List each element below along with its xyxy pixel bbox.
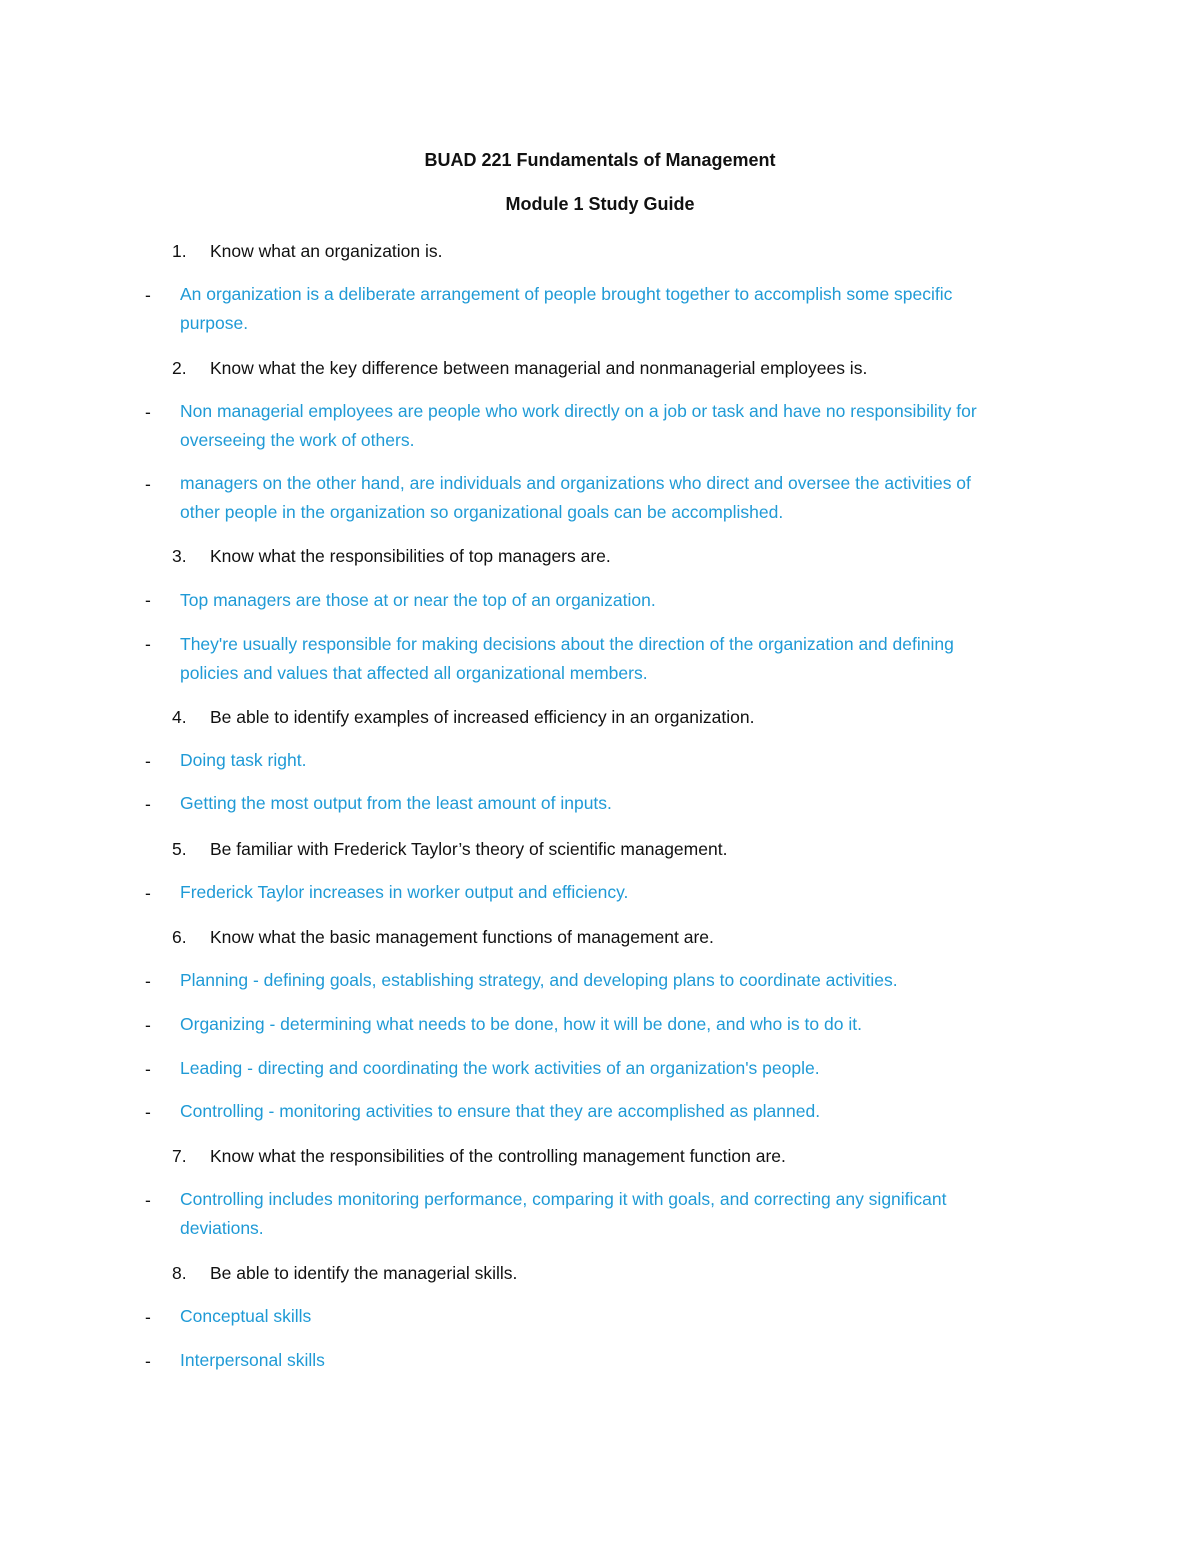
question-text: Know what an organization is. bbox=[210, 241, 443, 261]
document-subtitle: Module 1 Study Guide bbox=[505, 194, 695, 214]
question-text: Be able to identify the managerial skills. bbox=[210, 1263, 518, 1283]
bullet-dash: - bbox=[145, 1351, 151, 1371]
bullet-dash: - bbox=[145, 1190, 151, 1210]
question-text: Be familiar with Frederick Taylor’s theory of scientific management. bbox=[210, 839, 728, 859]
question-text: Be able to identify examples of increased efficiency in an organization. bbox=[210, 707, 755, 727]
bullet-dash: - bbox=[145, 1307, 151, 1327]
bullet-dash: - bbox=[145, 751, 151, 771]
question-number: 5. bbox=[172, 839, 187, 859]
bullet-dash: - bbox=[145, 1059, 151, 1079]
question-number: 8. bbox=[172, 1263, 187, 1283]
bullet-dash: - bbox=[145, 971, 151, 991]
question-number: 6. bbox=[172, 927, 187, 947]
question-number: 1. bbox=[172, 241, 187, 261]
answer-item: An organization is a deliberate arrangement of people brought together to accomplish some specific purpose. bbox=[180, 284, 953, 333]
question-number: 4. bbox=[172, 707, 187, 727]
bullet-dash: - bbox=[145, 474, 151, 494]
bullet-dash: - bbox=[145, 634, 151, 654]
document-title: BUAD 221 Fundamentals of Management bbox=[424, 150, 776, 170]
question-text: Know what the responsibilities of the controlling management function are. bbox=[210, 1146, 786, 1166]
answer-item: managers on the other hand, are individuals and organizations who direct and oversee the activities of other people in the organization so organizational goals can be accomplished. bbox=[180, 473, 971, 522]
answer-item: They're usually responsible for making decisions about the direction of the organization and defining policies and values that affected all organizational members. bbox=[180, 634, 954, 683]
answer-item: Interpersonal skills bbox=[180, 1350, 325, 1370]
answer-item: Non managerial employees are people who work directly on a job or task and have no responsibility for overseeing the work of others. bbox=[180, 401, 977, 450]
answer-item: Leading - directing and coordinating the work activities of an organization's people. bbox=[180, 1058, 820, 1078]
bullet-dash: - bbox=[145, 1015, 151, 1035]
question-number: 2. bbox=[172, 358, 187, 378]
answer-item: Planning - defining goals, establishing strategy, and developing plans to coordinate activities. bbox=[180, 970, 898, 990]
answer-item: Doing task right. bbox=[180, 750, 307, 770]
answer-item: Frederick Taylor increases in worker output and efficiency. bbox=[180, 882, 629, 902]
question-text: Know what the responsibilities of top managers are. bbox=[210, 546, 611, 566]
answer-item: Top managers are those at or near the top of an organization. bbox=[180, 590, 656, 610]
answer-item: Controlling - monitoring activities to ensure that they are accomplished as planned. bbox=[180, 1101, 821, 1121]
bullet-dash: - bbox=[145, 883, 151, 903]
question-text: Know what the basic management functions of management are. bbox=[210, 927, 714, 947]
answer-item: Organizing - determining what needs to be done, how it will be done, and who is to do it. bbox=[180, 1014, 862, 1034]
bullet-dash: - bbox=[145, 590, 151, 610]
question-number: 7. bbox=[172, 1146, 187, 1166]
bullet-dash: - bbox=[145, 285, 151, 305]
bullet-dash: - bbox=[145, 794, 151, 814]
answer-item: Controlling includes monitoring performance, comparing it with goals, and correcting any significant deviations. bbox=[180, 1189, 947, 1238]
answer-item: Conceptual skills bbox=[180, 1306, 312, 1326]
bullet-dash: - bbox=[145, 402, 151, 422]
question-text: Know what the key difference between managerial and nonmanagerial employees is. bbox=[210, 358, 868, 378]
bullet-dash: - bbox=[145, 1102, 151, 1122]
question-number: 3. bbox=[172, 546, 187, 566]
answer-item: Getting the most output from the least amount of inputs. bbox=[180, 793, 612, 813]
